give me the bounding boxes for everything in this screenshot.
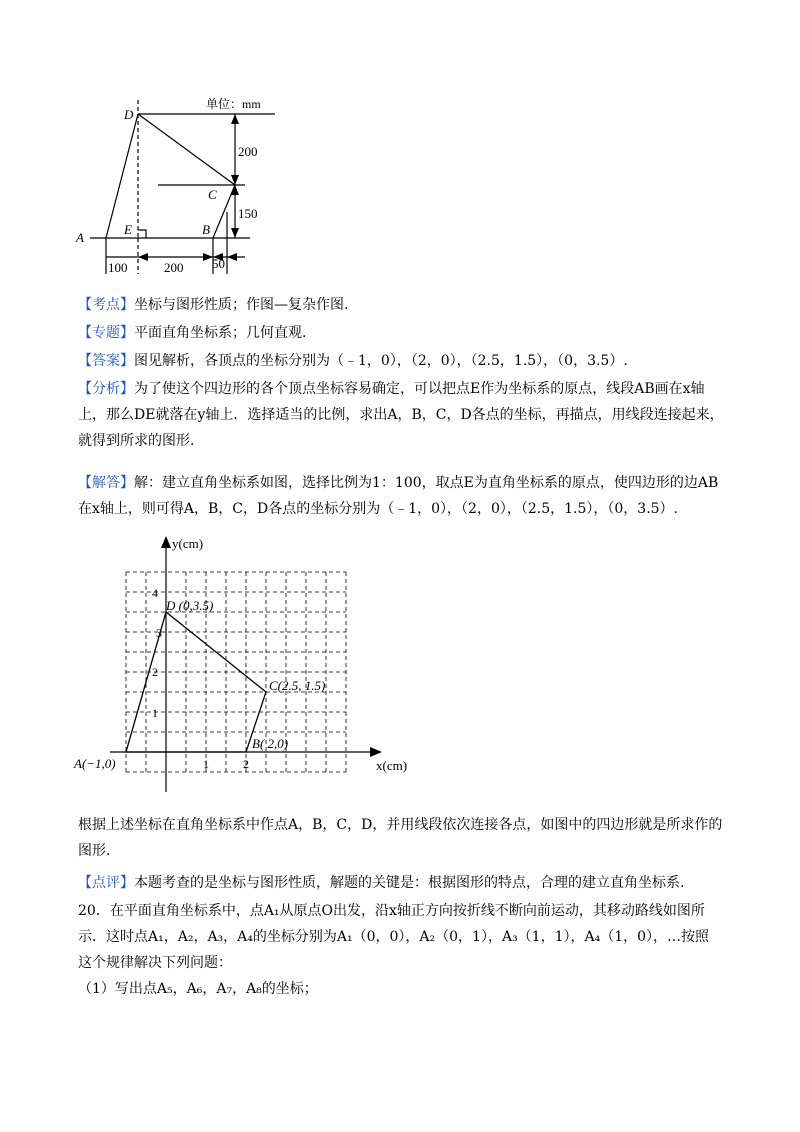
dianping-text: 本题考查的是坐标与图形性质，解题的关键是：根据图形的特点，合理的建立直角坐标系. [134,875,685,891]
kaodian-paragraph [78,292,728,318]
x-axis-arrow [370,747,382,757]
arrow-up-200 [231,114,239,124]
y-axis-label: y(cm) [172,536,204,551]
point-b-label: B [202,222,210,237]
daan-tag: 【答案】 [78,353,134,369]
label-point-d: D (0,3.5) [166,598,214,613]
zhuanti-paragraph [78,320,728,346]
dimension-figure [70,92,290,280]
dim-50-label: 50 [212,256,225,271]
unit-label: 单位：mm [206,97,261,111]
grid [126,572,346,772]
arrow-left-200 [138,253,148,261]
arrow-right-50 [227,253,237,261]
q20-line1: 20．在平面直角坐标系中，点A₁从原点O出发，沿x轴正方向按折线不断向前运动，其移动路线如图所 [78,903,705,919]
zhuanti-text: 平面直角坐标系；几何直观. [134,325,307,341]
dim-100-label: 100 [108,260,128,275]
fenxi-paragraph [78,376,728,454]
daan-text: 图见解析，各顶点的坐标分别为（﹣1，0），（2，0），（2.5，1.5），（0，3.5）. [134,353,628,369]
arrow-up-150 [231,185,239,195]
coordinate-figure [70,530,420,800]
x-axis-label: x(cm) [376,758,408,773]
label-point-a: A(−1,0) [74,756,116,771]
question-20 [78,898,728,1002]
fenxi-line3: 就得到所求的图形. [78,433,195,449]
kaodian-tag: 【考点】 [78,297,134,313]
daan-paragraph [78,348,728,374]
point-d-label: D [124,107,134,122]
dim-200-horizontal-label: 200 [164,260,184,275]
dianping-paragraph [78,870,728,896]
label-point-b: B( 2,0) [252,736,289,751]
q20-line2: 示．这时点A₁，A₂，A₃，A₄的坐标分别为A₁（0，0），A₂（0，1），A₃（1，1），A₄（1，0），…按照 [78,929,710,945]
fenxi-line1: 为了使这个四边形的各个顶点坐标容易确定，可以把点E作为坐标系的原点，线段AB画在x轴 [134,381,705,397]
point-a-label: A [76,230,84,245]
edge-da [106,114,138,238]
y-tick-4: 4 [152,586,158,600]
x-tick-2: 2 [243,757,249,771]
arrow-down-150 [231,228,239,238]
y-tick-3: 3 [156,626,162,640]
y-tick-1: 1 [152,706,158,720]
dianping-tag: 【点评】 [78,875,134,891]
jieda-line2: 在x轴上，则可得A，B，C，D各点的坐标分别为（﹣1，0），（2，0），（2.5，1.5），（0，3.5）. [78,501,679,517]
genju-paragraph [78,812,728,864]
point-e-label: E [124,222,132,237]
y-tick-2: 2 [152,665,158,679]
point-c-label: C [208,187,217,202]
x-tick-1: 1 [203,757,209,771]
kaodian-text: 坐标与图形性质；作图—复杂作图. [134,297,349,313]
dim-200-vertical-label: 200 [238,144,258,159]
genju-line2: 图形. [78,843,111,859]
zhuanti-tag: 【专题】 [78,325,134,341]
dim-150-label: 150 [238,206,258,221]
right-angle-mark [138,230,146,238]
jieda-tag: 【解答】 [78,475,134,491]
jieda-line1: 解：建立直角坐标系如图，选择比例为1：100，取点E为直角坐标系的原点，使四边形的边AB [134,475,719,491]
edge-dc [138,114,235,185]
fenxi-tag: 【分析】 [78,381,134,397]
q20-line4: （1）写出点A₅，A₆，A₇，A₈的坐标； [78,981,318,997]
jieda-paragraph [78,470,728,522]
q20-line3: 这个规律解决下列问题： [78,955,232,971]
genju-line1: 根据上述坐标在直角坐标系中作点A，B，C，D，并用线段依次连接各点，如图中的四边形就是所求作的 [78,817,723,833]
quadrilateral-abcd [126,612,266,752]
label-point-c: C(2.5, 1.5) [269,678,326,693]
y-axis-arrow [161,536,171,548]
fenxi-line2: 上，那么DE就落在y轴上．选择适当的比例，求出A，B，C，D各点的坐标，再描点，用线段连接起来， [78,407,724,423]
